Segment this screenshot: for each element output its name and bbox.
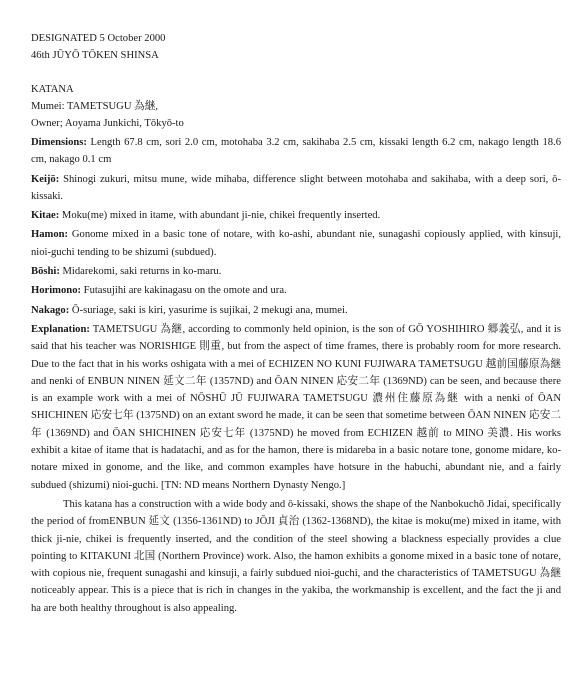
mumei-line: Mumei: TAMETSUGU 為継, bbox=[31, 101, 158, 112]
kitae-section bbox=[31, 207, 561, 224]
dimensions-section bbox=[31, 134, 561, 169]
closing-paragraph: This katana has a construction with a wide body and ō-kissaki, shows the shape of the Nanbokuchō Jidai, specifically the period of fromENBUN 延文 (1356-1361ND) to JŌJI 貞治 (1362-1368ND), the kitae is moku(me) mixed in itame, with thick ji-nie, chikei is frequently inserted, and the condition of the steel showing a blackness especially provides a clue pointing to KITAKUNI 北国 (Northern Province) work. Also, the hamon exhibits a gonome mixed in a basic tone of notare, with copious nie, frequent sunagashi and kinsuji, a fairly subdued nioi-guchi, and the characteristics of TAMETSUGU 為継 noticeably appear. This is a piece that is rich in changes in the yakiba, the workmanship is excellent, and the fact the ji and ha are both healthy throughout is also appealing. bbox=[31, 498, 561, 614]
section-text: Ō-suriage, saki is kiri, yasurime is sujikai, 2 mekugi ana, mumei. bbox=[69, 304, 348, 316]
section-text: Futasujihi are kakinagasu on the omote and ura. bbox=[81, 285, 287, 297]
section-text: Gonome mixed in a basic tone of notare, with ko-ashi, abundant nie, sunagashi copiously applied, with kinsuji, nioi-guchi tending to be shizumi (subdued). bbox=[31, 229, 561, 258]
designation-date: DESIGNATED 5 October 2000 bbox=[31, 33, 166, 44]
section-text: TAMETSUGU 為継, according to commonly held opinion, is the son of GŌ YOSHIHIRO 郷義弘, and it is said that his teacher was NORISHIGE 則重, but from the aspect of time frames, there is probably room for more research. Due to the fact that in his works oshigata with a mei of ECHIZEN NO KUNI FUJIWARA TAMETSUGU 越前国藤原為継 and nenki of ENBUN NINEN 延文二年 (1357ND) and ŌAN NINEN 応安二年 (1369ND) can be seen, and because there is an example work with a mei of NŌSHŪ JŪ FUJIWARA TAMETSUGU 濃州住藤原為継 with a nenki of ŌAN SHICHINEN 応安七年 (1375ND) on an extant sword he made, it can be seen that sometime between ŌAN NINEN 応安二年 (1369ND) and ŌAN SHICHINEN 応安七年 (1375ND) he moved from ECHIZEN 越前 to MINO 美濃. His works exhibit a kitae of itame that is hadatachi, and as for the hamon, there is midareba in a basic notare tone, gonome midare, ko-notare mixed in gonome, and the like, and common examples have hotsure in the habuchi, abundant nie, and a fairly subdued (shizumi) nioi-guchi. [TN: ND means Northern Dynasty Nengo.] bbox=[31, 323, 561, 491]
section-label: Nakago: bbox=[31, 304, 70, 316]
keijo-section bbox=[31, 171, 561, 206]
section-text: Length 67.8 cm, sori 2.0 cm, motohaba 3.2 cm, sakihaba 2.5 cm, kissaki length 6.2 cm, nakago length 18.6 cm, nakago 0.1 cm bbox=[31, 137, 561, 166]
section-text: Moku(me) mixed in itame, with abundant ji-nie, chikei frequently inserted. bbox=[59, 210, 381, 222]
section-label: Explanation: bbox=[31, 323, 90, 335]
shinsa-title: 46th JŪYŌ TŌKEN SHINSA bbox=[31, 50, 159, 61]
hamon-section bbox=[31, 226, 561, 261]
section-label: Dimensions: bbox=[31, 137, 87, 148]
section-label: Kitae: bbox=[31, 210, 60, 222]
section-label: Horimono: bbox=[31, 285, 82, 297]
boshi-section bbox=[31, 263, 561, 280]
item-type: KATANA bbox=[31, 84, 74, 95]
nakago-section bbox=[31, 302, 561, 319]
section-label: Keijō: bbox=[31, 173, 60, 185]
explanation-section bbox=[31, 321, 561, 494]
section-text: Midarekomi, saki returns in ko-maru. bbox=[59, 266, 222, 278]
section-label: Bōshi: bbox=[31, 266, 60, 278]
section-label: Hamon: bbox=[31, 229, 69, 241]
horimono-section bbox=[31, 282, 561, 299]
owner-line: Owner; Aoyama Junkichi, Tōkyō-to bbox=[31, 118, 184, 129]
section-text: Shinogi zukuri, mitsu mune, wide mihaba, difference slight between motohaba and sakihaba, with a deep sori, ō-kissaki. bbox=[31, 173, 561, 202]
document-page bbox=[31, 30, 561, 617]
